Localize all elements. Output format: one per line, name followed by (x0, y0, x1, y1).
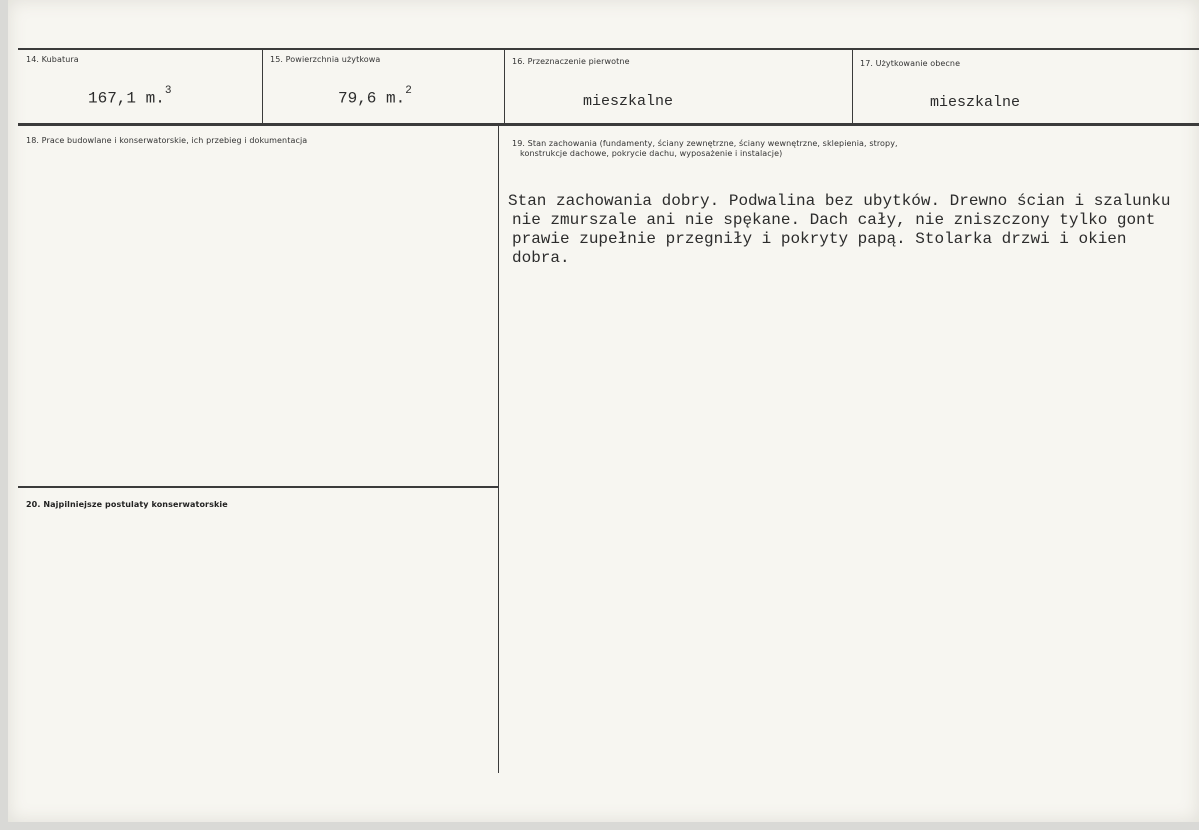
top-rule (18, 48, 1199, 50)
field-19-text-line-4: dobra. (512, 249, 570, 267)
field-14-label: 14. Kubatura (26, 55, 79, 64)
col-divider-15-16 (504, 49, 505, 124)
col-divider-main (498, 125, 499, 773)
field-16-value: mieszkalne (583, 93, 674, 110)
field-14-unit-exponent: 3 (164, 85, 172, 97)
field-15-value: 79,6 m.$^2$ (338, 85, 412, 108)
section-divider-rule (18, 486, 499, 488)
field-16-label: 16. Przeznaczenie pierwotne (512, 57, 630, 66)
field-19-text-line-3: prawie zupełnie przegniły i pokryty papą. Stolarka drzwi i okien (512, 230, 1127, 248)
field-19-text-line-2: nie zmurszale ani nie spękane. Dach cały, nie zniszczony tylko gont (512, 211, 1156, 229)
field-18-label: 18. Prace budowlane i konserwatorskie, ich przebieg i dokumentacja (26, 136, 308, 145)
col-divider-16-17 (852, 49, 853, 124)
row-divider-rule (18, 123, 1199, 126)
record-card (8, 0, 1199, 822)
field-17-value: mieszkalne (930, 94, 1021, 111)
field-15-label: 15. Powierzchnia użytkowa (270, 55, 381, 64)
field-20-label: 20. Najpilniejsze postulaty konserwatorskie (26, 500, 228, 509)
field-19-label-line1: 19. Stan zachowania (fundamenty, ściany zewnętrzne, ściany wewnętrzne, sklepienia, stropy, (512, 139, 898, 148)
field-15-unit-exponent: 2 (405, 85, 412, 97)
field-17-label: 17. Użytkowanie obecne (860, 59, 961, 68)
field-14-value: 167,1 m.$^3$ (88, 85, 172, 108)
col-divider-14-15 (262, 49, 263, 124)
field-19-text-line-1: Stan zachowania dobry. Podwalina bez ubytków. Drewno ścian i szalunku (508, 192, 1171, 210)
field-19-label-line2: konstrukcje dachowe, pokrycie dachu, wyposażenie i instalacje) (520, 149, 783, 158)
